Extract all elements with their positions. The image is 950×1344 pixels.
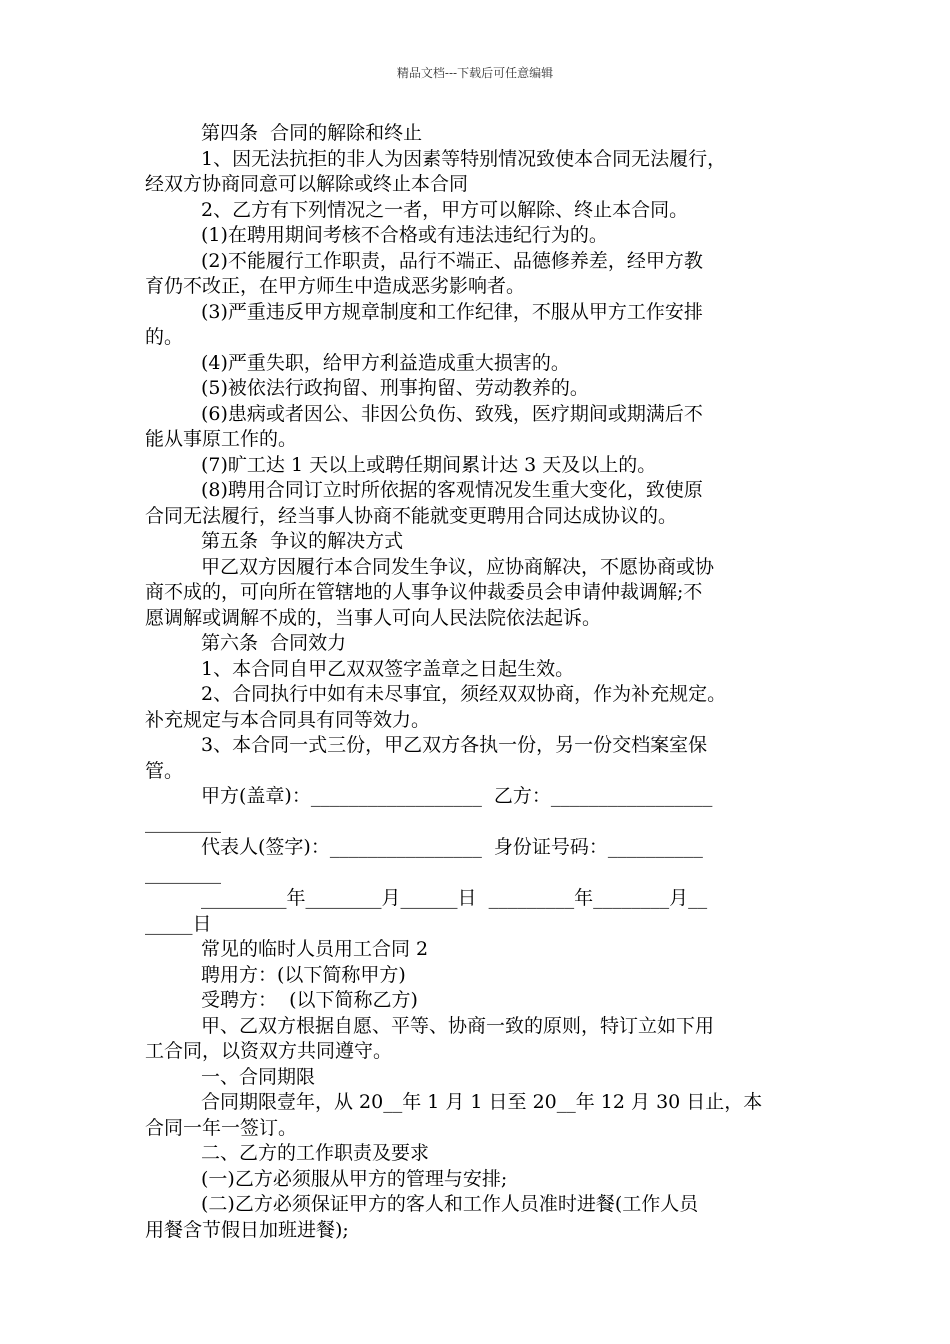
- text-line: 工合同，以资双方共同遵守。: [145, 1040, 393, 1062]
- text-line: 愿调解或调解不成的，当事人可向人民法院依法起诉。: [145, 606, 602, 629]
- text-line: 商不成的，可向所在管辖地的人事争议仲裁委员会申请仲裁调解;不: [145, 581, 703, 603]
- text-line: 经双方协商同意可以解除或终止本合同: [145, 173, 469, 195]
- text-line: 甲方(盖章)：__________________ 乙方：_________________: [201, 785, 713, 807]
- text-line: 二、乙方的工作职责及要求: [201, 1142, 430, 1164]
- text-line: (6)患病或者因公、非因公负伤、致残，医疗期间或期满后不: [201, 402, 703, 425]
- text-line: 2、合同执行中如有未尽事宜，须经双双协商，作为补充规定。: [201, 683, 727, 705]
- text-line: 常见的临时人员用工合同 2: [201, 938, 429, 960]
- text-line: _____日: [145, 912, 212, 935]
- text-line: (7)旷工达 1 天以上或聘任期间累计达 3 天及以上的。: [201, 453, 657, 476]
- text-line: 补充规定与本合同具有同等效力。: [145, 708, 431, 731]
- text-line: 的。: [145, 326, 184, 348]
- text-line: 1、因无法抗拒的非人为因素等特别情况致使本合同无法履行，: [201, 147, 727, 170]
- text-line: 1、本合同自甲乙双双签字盖章之日起生效。: [201, 657, 575, 680]
- text-line: 2、乙方有下列情况之一者，甲方可以解除、终止本合同。: [201, 198, 689, 221]
- text-line: (4)严重失职，给甲方利益造成重大损害的。: [201, 351, 570, 374]
- text-line: (2)不能履行工作职责，品行不端正、品德修养差，经甲方教: [201, 249, 703, 272]
- text-line: 第五条 争议的解决方式: [201, 530, 404, 552]
- page-header: 精品文档---下载后可任意编辑: [396, 66, 554, 80]
- text-line: 一、合同期限: [201, 1065, 316, 1088]
- text-line: ________: [145, 810, 221, 833]
- text-line: 合同一年一签订。: [145, 1116, 298, 1139]
- text-line: 聘用方：(以下简称甲方): [201, 963, 406, 986]
- text-line: 第六条 合同效力: [201, 632, 347, 654]
- text-line: 代表人(签字)：________________ 身份证号码：__________: [201, 836, 703, 858]
- text-line: 能从事原工作的。: [145, 428, 298, 450]
- document-body: [145, 121, 811, 1243]
- text-line: _________年________月______日 _________年________月__: [201, 887, 708, 909]
- text-line: 合同期限壹年，从 20__年 1 月 1 日至 20__年 12 月 30 日止，本: [201, 1091, 763, 1113]
- text-line: (1)在聘用期间考核不合格或有违法违纪行为的。: [201, 224, 608, 246]
- text-line: 用餐含节假日加班进餐);: [145, 1218, 349, 1241]
- text-line: 3、本合同一式三份，甲乙双方各执一份，另一份交档案室保: [201, 734, 708, 756]
- text-line: (8)聘用合同订立时所依据的客观情况发生重大变化，致使原: [201, 479, 703, 501]
- text-line: (一)乙方必须服从甲方的管理与安排;: [201, 1167, 508, 1190]
- text-line: 第四条 合同的解除和终止: [201, 122, 423, 144]
- text-line: 受聘方： (以下简称乙方): [201, 989, 418, 1011]
- text-line: (二)乙方必须保证甲方的客人和工作人员准时进餐(工作人员: [201, 1193, 699, 1215]
- text-line: ________: [145, 861, 221, 884]
- text-line: 甲、乙双方根据自愿、平等、协商一致的原则，特订立如下用: [201, 1014, 715, 1037]
- text-line: (3)严重违反甲方规章制度和工作纪律，不服从甲方工作安排: [201, 300, 703, 323]
- text-line: 育仍不改正，在甲方师生中造成恶劣影响者。: [145, 275, 526, 297]
- text-line: (5)被依法行政拘留、刑事拘留、劳动教养的。: [201, 377, 589, 399]
- text-line: 甲乙双方因履行本合同发生争议，应协商解决，不愿协商或协: [201, 555, 715, 578]
- text-line: 管。: [145, 759, 184, 782]
- text-line: 合同无法履行，经当事人协商不能就变更聘用合同达成协议的。: [145, 504, 678, 527]
